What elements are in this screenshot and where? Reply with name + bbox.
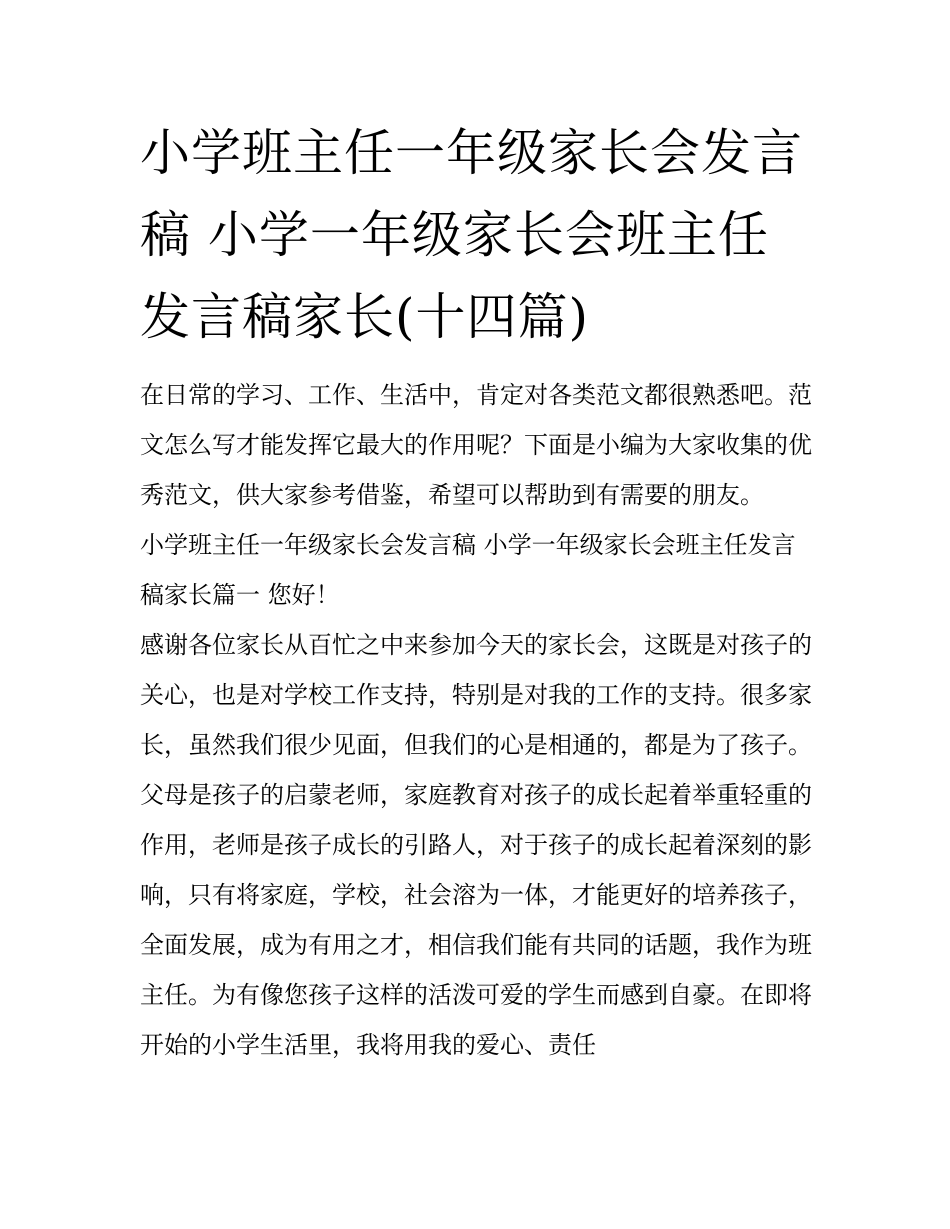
intro-paragraph: 在日常的学习、工作、生活中，肯定对各类范文都很熟悉吧。范文怎么写才能发挥它最大的作用呢？下面是小编为大家收集的优秀范文，供大家参考借鉴，希望可以帮助到有需要的朋友。 <box>140 381 812 509</box>
body-paragraph: 感谢各位家长从百忙之中来参加今天的家长会，这既是对孩子的关心，也是对学校工作支持，特别是对我的工作的支持。很多家长，虽然我们很少见面，但我们的心是相通的，都是为了孩子。父母是孩子的启蒙老师，家庭教育对孩子的成长起着举重轻重的作用，老师是孩子成长的引路人，对于孩子的成长起着深刻的影响，只有将家庭，学校，社会溶为一体，才能更好的培养孩子，全面发展，成为有用之才，相信我们能有共同的话题，我作为班主任。为有像您孩子这样的活泼可爱的学生而感到自豪。在即将开始的小学生活里，我将用我的爱心、责任 <box>140 631 812 1059</box>
section-heading-paragraph: 小学班主任一年级家长会发言稿 小学一年级家长会班主任发言稿家长篇一 您好！ <box>140 531 796 609</box>
document-page <box>140 112 812 1070</box>
document-title: 小学班主任一年级家长会发言稿 小学一年级家长会班主任发言稿家长(十四篇) <box>140 124 803 346</box>
